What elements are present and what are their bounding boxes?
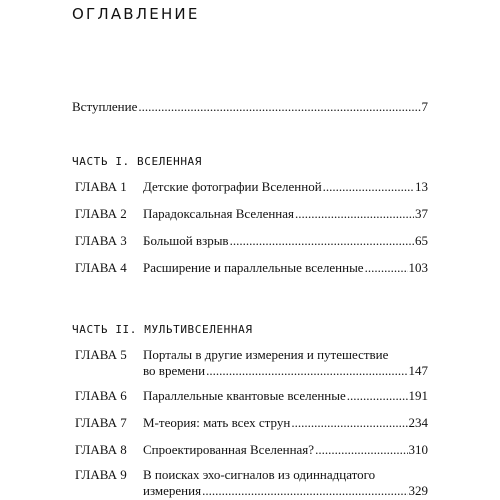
chapter-label: ГЛАВА 3 (75, 233, 127, 248)
chapter-label: ГЛАВА 4 (75, 260, 127, 275)
chapter-label: ГЛАВА 1 (75, 179, 127, 194)
dot-leader (206, 363, 407, 379)
chapter-label: ГЛАВА 2 (75, 206, 127, 221)
page-title: ОГЛАВЛЕНИЕ (72, 5, 200, 23)
page-number: 234 (408, 415, 428, 430)
page-number: 65 (415, 233, 428, 248)
toc-entry-chapter-9[interactable] (143, 483, 428, 499)
dot-leader (323, 179, 414, 195)
part-heading: ЧАСТЬ I. ВСЕЛЕННАЯ (72, 155, 203, 168)
toc-entry-chapter-1[interactable] (75, 179, 428, 195)
toc-entry-chapter-8[interactable] (75, 442, 428, 458)
page-number: 103 (408, 260, 428, 275)
toc-entry-chapter-6[interactable] (75, 388, 428, 404)
part-heading: ЧАСТЬ II. МУЛЬТИВСЕЛЕННАЯ (72, 323, 253, 336)
entry-title-line-2: во времени (143, 363, 206, 378)
toc-entry-chapter-4[interactable] (75, 260, 428, 276)
toc-entry-chapter-3[interactable] (75, 233, 428, 249)
page-number: 329 (408, 483, 428, 498)
chapter-label: ГЛАВА 6 (75, 388, 127, 403)
page-number: 147 (408, 363, 428, 378)
toc-entry-intro[interactable] (72, 99, 428, 115)
entry-title: Вступление (72, 99, 138, 114)
dot-leader (365, 260, 408, 276)
chapter-label: ГЛАВА 9 (75, 467, 127, 482)
entry-title-line-1[interactable]: Порталы в другие измерения и путешествие (143, 347, 389, 362)
dot-leader (230, 233, 414, 249)
toc-entry-chapter-5[interactable] (143, 363, 428, 379)
entry-title-line-2: измерения (143, 483, 202, 498)
toc-entry-chapter-2[interactable] (75, 206, 428, 222)
page-number: 37 (415, 206, 428, 221)
dot-leader (138, 99, 420, 115)
page-number: 7 (421, 99, 428, 114)
chapter-label: ГЛАВА 7 (75, 415, 127, 430)
dot-leader (315, 442, 407, 458)
entry-title-line-1[interactable]: В поисках эхо-сигналов из одиннадцатого (143, 467, 376, 482)
entry-title: М-теория: мать всех струн (143, 415, 291, 430)
dot-leader (202, 483, 407, 499)
dot-leader (295, 206, 414, 222)
dot-leader (291, 415, 407, 431)
chapter-label: ГЛАВА 5 (75, 347, 127, 362)
chapter-label: ГЛАВА 8 (75, 442, 127, 457)
toc-entry-chapter-7[interactable] (75, 415, 428, 431)
entry-title: Большой взрыв (143, 233, 229, 248)
entry-title: Расширение и параллельные вселенные (143, 260, 364, 275)
entry-title: Параллельные квантовые вселенные (143, 388, 346, 403)
page-number: 310 (408, 442, 428, 457)
entry-title: Парадоксальная Вселенная (143, 206, 295, 221)
entry-title: Детские фотографии Вселенной (143, 179, 322, 194)
dot-leader (347, 388, 408, 404)
entry-title: Спроектированная Вселенная? (143, 442, 315, 457)
page-number: 13 (415, 179, 428, 194)
page-number: 191 (408, 388, 428, 403)
